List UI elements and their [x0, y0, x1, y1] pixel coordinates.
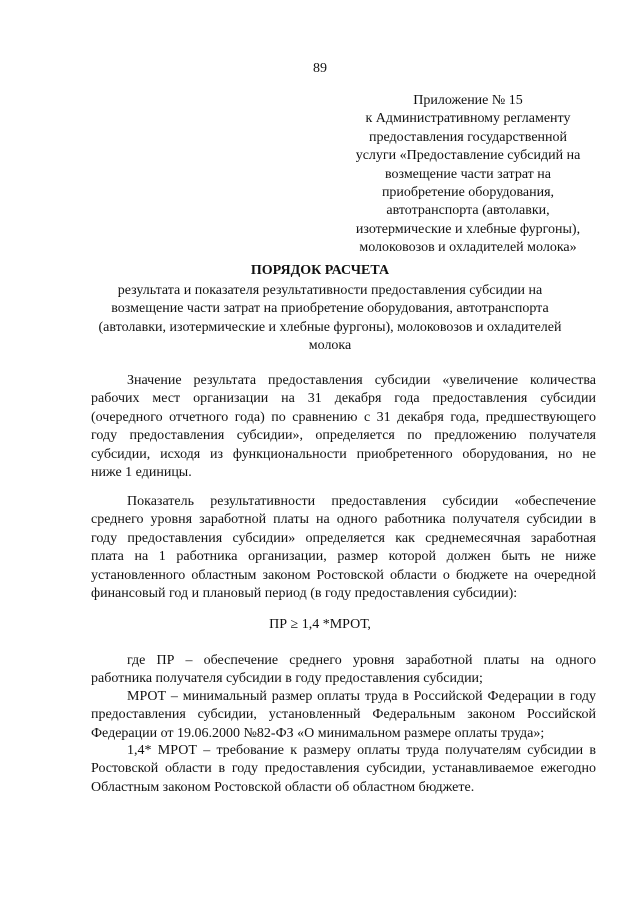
- subtitle-line: (автолавки, изотермические и хлебные фургоны), молоковозов и охладителей: [98, 319, 562, 335]
- paragraph-line: финансовый год и плановый период (в году предоставления субсидии):: [91, 585, 518, 601]
- appendix-line: возмещение части затрат на: [384, 166, 552, 182]
- paragraph-line: рабочих мест организации на 31 декабря года предоставления субсидии: [91, 391, 596, 407]
- subtitle-line: результата и показателя результативности предоставления субсидии на: [117, 283, 543, 298]
- document-title: ПОРЯДОК РАСЧЕТА: [250, 263, 390, 278]
- paragraph-indicator: [91, 493, 596, 603]
- appendix-line: предоставления государственной: [368, 129, 568, 145]
- definition-mrot: [91, 688, 596, 743]
- subtitle-line: возмещение части затрат на приобретение оборудования, автотранспорта: [111, 301, 549, 317]
- paragraph-line: Областным законом Ростовской области об областном бюджете.: [91, 779, 475, 795]
- appendix-header: [328, 92, 608, 258]
- paragraph-line: году предоставления субсидии», определяется по предложению получателя: [91, 428, 596, 444]
- appendix-line: приобретение оборудования,: [381, 185, 555, 201]
- paragraph-line: Федерации от 19.06.2000 №82-ФЗ «О минимальном размере оплаты труда»;: [91, 725, 545, 741]
- appendix-line: молоковозов и охладителей молока»: [359, 240, 577, 256]
- paragraph-line: МРОТ – минимальный размер оплаты труда в Российской Федерации в году: [127, 689, 596, 704]
- paragraph-line: 1,4* МРОТ – требование к размеру оплаты труда получателям субсидии в: [127, 743, 596, 758]
- paragraph-line: установленного областным законом Ростовской области о бюджете на очередной: [91, 567, 596, 583]
- paragraph-line: Значение результата предоставления субсидии «увеличение количества: [127, 373, 596, 388]
- paragraph-line: где ПР – обеспечение среднего уровня заработной платы на одного: [127, 653, 596, 668]
- formula: ПР ≥ 1,4 *МРОТ,: [269, 617, 371, 632]
- paragraph-line: работника получателя субсидии в году предоставления субсидии;: [91, 671, 483, 687]
- appendix-line: услуги «Предоставление субсидий на: [355, 148, 581, 164]
- document-subtitle: [50, 282, 610, 356]
- definition-pr: [91, 652, 596, 689]
- definition-requirement: [91, 742, 596, 797]
- appendix-line: Приложение № 15: [413, 93, 523, 108]
- paragraph-line: Ростовской области в году предоставления субсидии, устанавливаемое ежегодно: [91, 761, 596, 777]
- appendix-line: автотранспорта (автолавки,: [386, 203, 550, 219]
- paragraph-line: среднего уровня заработной платы на одного работника получателя субсидии в: [91, 512, 596, 528]
- subtitle-line: молока: [308, 338, 352, 354]
- paragraph-result: [91, 372, 596, 482]
- appendix-line: к Административному регламенту: [365, 111, 571, 127]
- paragraph-line: Показатель результативности предоставления субсидии «обеспечение: [127, 494, 596, 509]
- paragraph-line: году предоставления субсидии» определяется как среднемесячная заработная: [91, 530, 596, 546]
- paragraph-line: ниже 1 единицы.: [91, 464, 192, 480]
- page-number: 89: [313, 61, 327, 76]
- paragraph-line: плата на 1 работника организации, размер которой должен быть не ниже: [91, 549, 596, 565]
- paragraph-line: (очередного отчетного года) по сравнению с 31 декабря года, предшествующего: [91, 409, 596, 425]
- paragraph-line: субсидии, исходя из функциональности приобретенного оборудования, но не: [91, 446, 596, 462]
- appendix-line: изотермические и хлебные фургоны),: [355, 221, 581, 237]
- paragraph-line: предоставления субсидии, установленный Федеральным законом Российской: [91, 707, 596, 723]
